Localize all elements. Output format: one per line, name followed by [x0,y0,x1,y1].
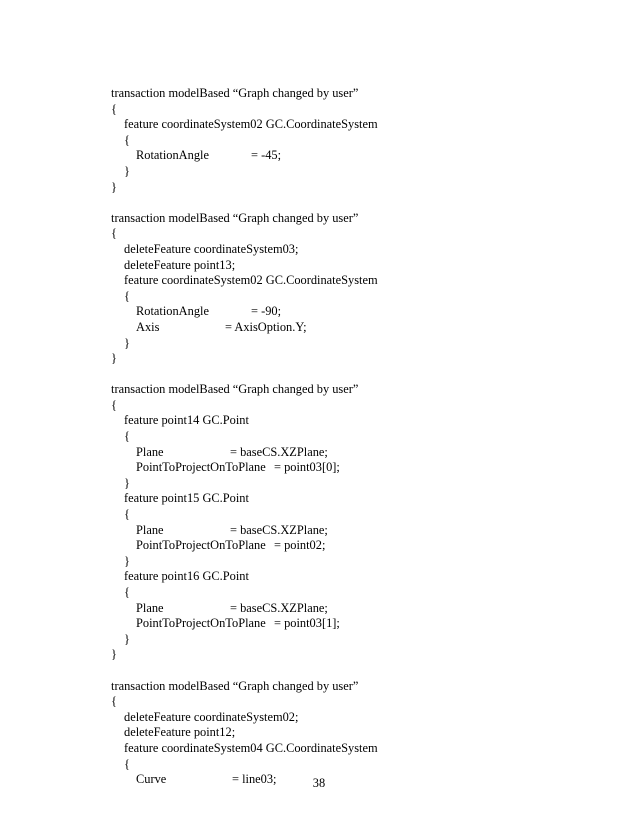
block-open-brace: { [111,226,117,241]
property-value: = -90; [251,304,282,319]
close-brace: } [124,335,130,350]
statement-line: deleteFeature point12; [124,725,236,740]
property-line [111,616,531,632]
property-name: RotationAngle [136,148,209,163]
statement-line: feature coordinateSystem02 GC.CoordinateSystem [124,117,378,132]
transaction-header: transaction modelBased “Graph changed by user” [111,678,359,693]
property-name: Plane [136,522,164,537]
close-brace: } [124,475,130,490]
open-brace: { [124,132,130,147]
transaction-header: transaction modelBased “Graph changed by user” [111,382,359,397]
property-line [111,148,531,164]
property-value: = AxisOption.Y; [225,319,307,334]
open-brace: { [124,756,130,771]
transaction-header: transaction modelBased “Graph changed by user” [111,210,359,225]
open-brace: { [124,585,130,599]
property-name: PointToProjectOnToPlane [136,538,266,553]
block-spacer [111,195,531,211]
property-line [111,460,531,476]
block-close-brace: } [111,179,117,194]
statement-line: feature coordinateSystem04 GC.CoordinateSystem [124,740,378,755]
block-spacer [111,663,531,679]
statement-line: feature point14 GC.Point [124,413,249,428]
property-name: PointToProjectOnToPlane [136,616,266,631]
block-close-brace: } [111,351,117,366]
property-name: Axis [136,319,160,334]
statement-line: deleteFeature coordinateSystem02; [124,709,299,724]
code-listing [111,86,531,788]
property-value: = baseCS.XZPlane; [230,522,328,537]
block-open-brace: { [111,694,117,709]
open-brace: { [124,507,130,522]
property-value: = line03; [232,772,277,787]
property-value: = point03[0]; [274,460,340,475]
close-brace: } [124,163,130,178]
block-open-brace: { [111,101,117,116]
property-line [111,445,531,461]
block-spacer [111,367,531,383]
open-brace: { [124,429,130,444]
property-line [111,523,531,539]
property-value: = point02; [274,538,326,553]
property-value: = point03[1]; [274,616,340,631]
transaction-header: transaction modelBased “Graph changed by user” [111,86,359,100]
property-name: Plane [136,444,164,459]
statement-line: deleteFeature point13; [124,257,236,272]
close-brace: } [124,631,130,646]
property-line [111,538,531,554]
statement-line: feature point16 GC.Point [124,569,249,584]
block-close-brace: } [111,647,117,662]
property-name: Curve [136,772,167,787]
open-brace: { [124,288,130,303]
property-value: = -45; [251,148,282,163]
property-name: RotationAngle [136,304,209,319]
property-value: = baseCS.XZPlane; [230,600,328,615]
close-brace: } [124,553,130,568]
statement-line: feature coordinateSystem02 GC.CoordinateSystem [124,273,378,288]
property-line [111,304,531,320]
property-line [111,601,531,617]
page-number: 38 [312,776,326,790]
property-value: = baseCS.XZPlane; [230,444,328,459]
property-line [111,320,531,336]
property-name: PointToProjectOnToPlane [136,460,266,475]
block-open-brace: { [111,397,117,412]
statement-line: deleteFeature coordinateSystem03; [124,241,299,256]
statement-line: feature point15 GC.Point [124,491,249,506]
property-name: Plane [136,600,164,615]
